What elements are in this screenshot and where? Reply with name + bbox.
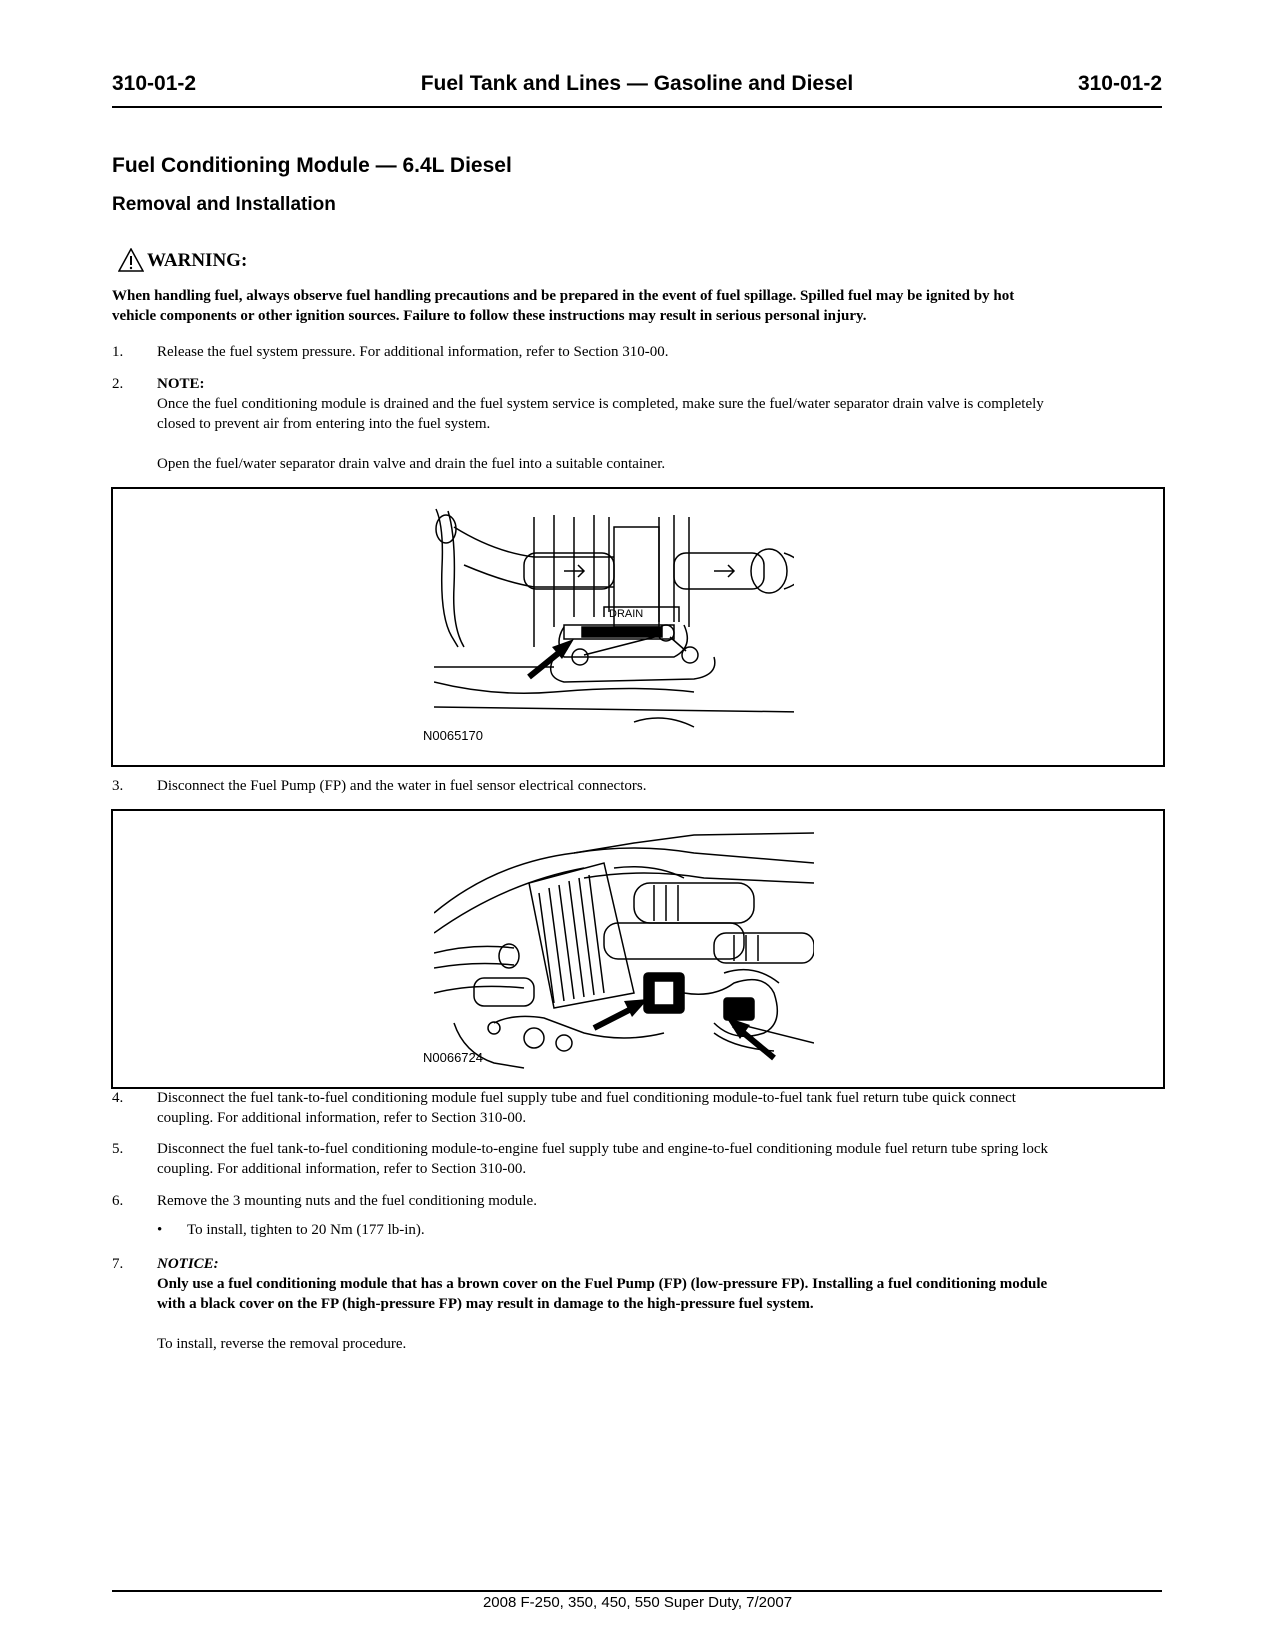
header-title: Fuel Tank and Lines — Gasoline and Diesel <box>420 72 854 95</box>
step-line: coupling. For additional information, refer to Section 310-00. <box>157 1110 527 1126</box>
drain-label: DRAIN <box>609 608 644 620</box>
notice-line: with a black cover on the FP (high-pressure FP) may result in damage to the high-pressure fuel system. <box>157 1296 814 1312</box>
step-text: Release the fuel system pressure. For additional information, refer to Section 310-00. <box>157 344 669 360</box>
section-subtitle: Removal and Installation <box>112 194 336 215</box>
step-line: Disconnect the fuel tank-to-fuel conditioning module fuel supply tube and fuel conditioning module-to-fuel tank fuel return tube quick connect <box>157 1090 1016 1106</box>
step-number: 3. <box>112 778 124 794</box>
page-header <box>112 72 1162 108</box>
figure-id: N0065170 <box>423 728 483 743</box>
page-footer: 2008 F-250, 350, 450, 550 Super Duty, 7/2007 <box>482 1594 793 1611</box>
step-text: Remove the 3 mounting nuts and the fuel conditioning module. <box>157 1193 537 1209</box>
notice-label: NOTICE: <box>157 1256 219 1272</box>
section-title: Fuel Conditioning Module — 6.4L Diesel <box>112 154 512 177</box>
bullet-icon: • <box>157 1222 163 1238</box>
notice-line: Only use a fuel conditioning module that has a brown cover on the Fuel Pump (FP) (low-pressure FP). Installing a fuel conditioning module <box>157 1276 1048 1292</box>
step-number: 7. <box>112 1256 124 1272</box>
step-line: coupling. For additional information, refer to Section 310-00. <box>157 1161 527 1177</box>
page-number-left: 310-01-2 <box>112 72 197 95</box>
figure-id: N0066724 <box>423 1050 483 1065</box>
step-number: 1. <box>112 344 124 360</box>
step-line: Disconnect the fuel tank-to-fuel conditioning module-to-engine fuel supply tube and engine-to-fuel conditioning module fuel return tube spring lock <box>157 1141 1049 1157</box>
step-number: 6. <box>112 1193 124 1209</box>
step-text: Disconnect the Fuel Pump (FP) and the water in fuel sensor electrical connectors. <box>157 778 647 794</box>
note-line: Once the fuel conditioning module is drained and the fuel system service is completed, make sure the fuel/water separator drain valve is completely <box>157 396 1044 412</box>
connectors-illustration <box>434 823 814 1073</box>
note-label: NOTE: <box>157 376 205 392</box>
drain-valve-illustration <box>434 507 794 737</box>
bullet-text: To install, tighten to 20 Nm (177 lb-in). <box>187 1222 425 1238</box>
step-text: Open the fuel/water separator drain valve and drain the fuel into a suitable container. <box>157 456 666 472</box>
step-number: 4. <box>112 1090 124 1106</box>
warning-label: WARNING: <box>147 250 248 271</box>
warning-triangle-icon <box>118 248 144 272</box>
warning-line: vehicle components or other ignition sources. Failure to follow these instructions may result in serious personal injury. <box>112 308 867 324</box>
footer-divider <box>112 1590 1162 1592</box>
step-text: To install, reverse the removal procedure. <box>157 1336 407 1352</box>
warning-line: When handling fuel, always observe fuel handling precautions and be prepared in the event of fuel spillage. Spilled fuel may be ignited by hot <box>112 288 1015 304</box>
page-number-right: 310-01-2 <box>1077 72 1162 95</box>
step-number: 5. <box>112 1141 124 1157</box>
warning-heading <box>118 248 247 272</box>
step-number: 2. <box>112 376 124 392</box>
figure-drain-valve <box>111 487 1165 767</box>
note-line: closed to prevent air from entering into the fuel system. <box>157 416 491 432</box>
figure-electrical-connectors <box>111 809 1165 1089</box>
warning-text <box>112 286 1162 326</box>
